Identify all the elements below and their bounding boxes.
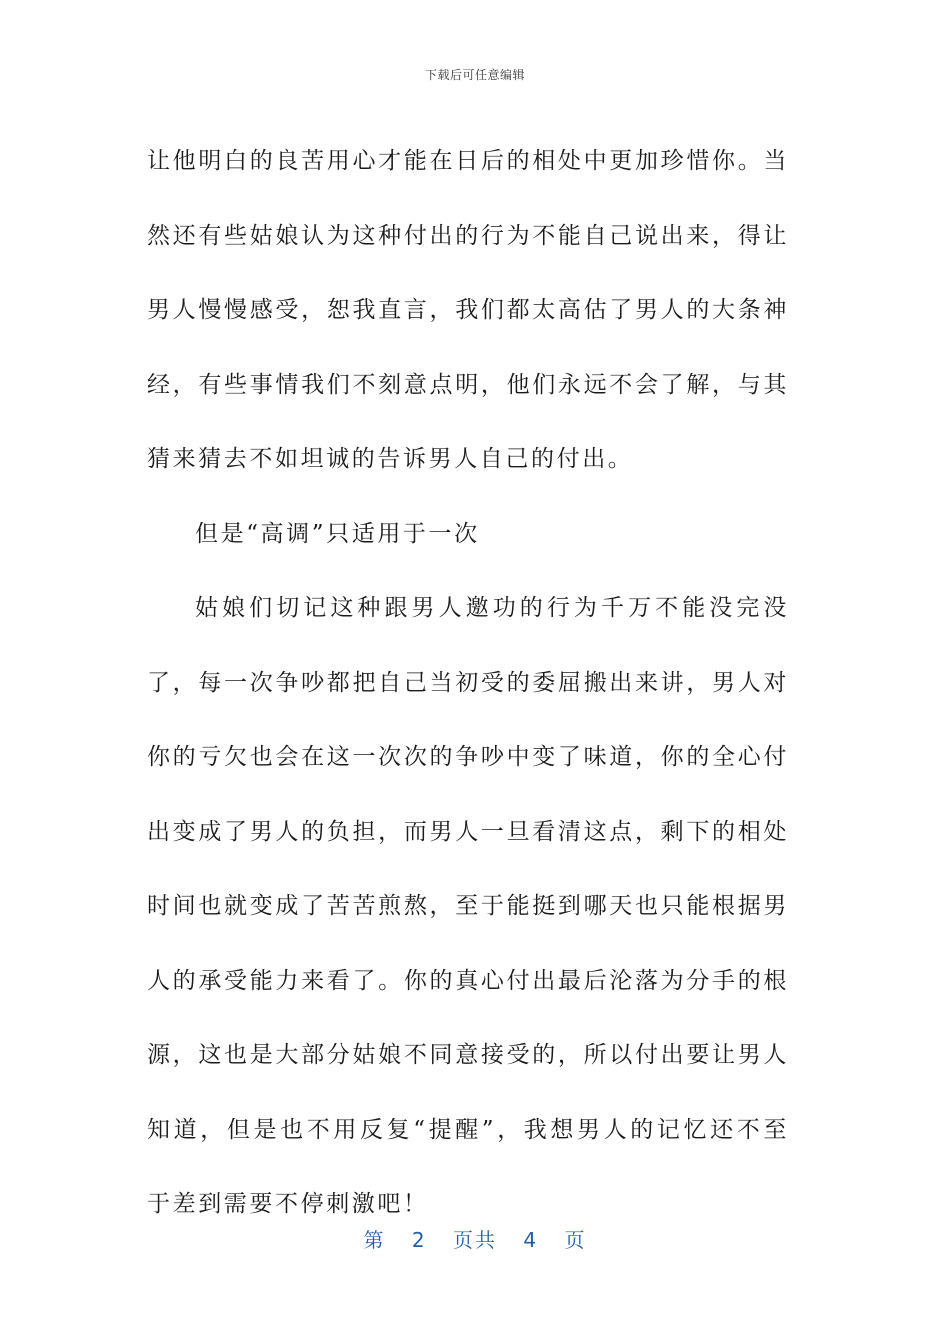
body-paragraph-1: 让他明白的良苦用心才能在日后的相处中更加珍惜你。当然还有些姑娘认为这种付出的行为不能自己说出来，得让男人慢慢感受，恕我直言，我们都太高估了男人的大条神经，有些事情我们不刻意点明，他们永远不会了解，与其猜来猜去不如坦诚的告诉男人自己的付出。 <box>147 148 789 472</box>
page-suffix: 页 <box>564 1228 587 1252</box>
section-heading: 但是“高调”只适用于一次 <box>195 520 480 547</box>
page-prefix: 第 <box>363 1228 386 1252</box>
page-middle-label: 页共 <box>453 1228 497 1252</box>
current-page-number: 2 <box>411 1228 427 1252</box>
body-paragraph-2: 姑娘们切记这种跟男人邀功的行为千万不能没完没了，每一次争吵都把自己当初受的委屈搬出来讲，男人对你的亏欠也会在这一次次的争吵中变了味道，你的全心付出变成了男人的负担，而男人一旦看清这点，剩下的相处时间也就变成了苦苦煎熬，至于能挺到哪天也只能根据男人的承受能力来看了。你的真心付出最后沦落为分手的根源，这也是大部分姑娘不同意接受的，所以付出要让男人知道，但是也不用反复“提醒”，我想男人的记忆还不至于差到需要不停刺激吧！ <box>147 595 789 1217</box>
document-body <box>147 124 789 1242</box>
page-number-footer <box>0 1224 950 1253</box>
page-header-note: 下载后可任意编辑 <box>424 68 525 82</box>
total-pages-number: 4 <box>523 1228 539 1252</box>
